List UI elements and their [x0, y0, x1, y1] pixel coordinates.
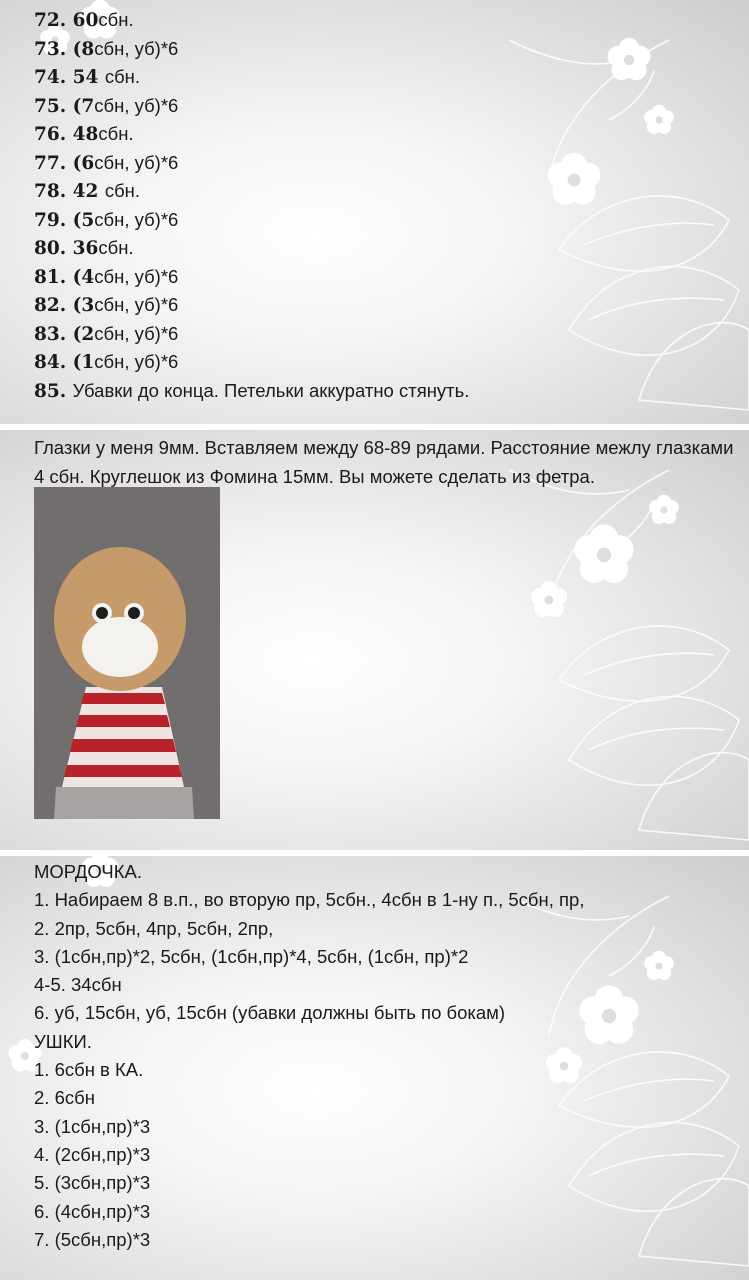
row-instruction: 7. (5сбн,пр)*3 — [34, 1228, 151, 1250]
row-instruction: МОРДОЧКА. — [34, 861, 143, 882]
pattern-row — [34, 1113, 584, 1141]
amigurumi-photo — [34, 487, 220, 819]
pattern-row — [34, 943, 584, 971]
pattern-row — [34, 63, 469, 92]
row-instruction: 3. (1сбн,пр)*2, 5сбн, (1сбн,пр)*4, 5сбн, (1сбн, пр)*2 — [34, 945, 469, 967]
row-instruction: Убавки до конца. Петельки аккуратно стянуть. — [72, 379, 470, 401]
floral-background-decoration — [489, 0, 749, 424]
pattern-row — [34, 120, 469, 149]
row-instruction: сбн, уб)*6 — [94, 151, 179, 173]
row-instruction: 4-5. 34сбн — [34, 974, 122, 996]
pattern-row — [34, 1056, 584, 1084]
pattern-rows-list — [34, 858, 584, 1254]
pattern-row — [34, 377, 469, 406]
pattern-row — [34, 177, 469, 206]
row-number: 75. (7 — [34, 95, 95, 117]
pattern-row — [34, 886, 584, 914]
pattern-row — [34, 858, 584, 886]
row-number: 83. (2 — [34, 323, 95, 345]
pattern-row — [34, 348, 469, 377]
pattern-row — [34, 1226, 584, 1254]
row-instruction: 2. 6сбн — [34, 1087, 95, 1109]
row-instruction: УШКИ. — [34, 1030, 92, 1052]
pattern-row — [34, 999, 584, 1027]
row-instruction: 6. (4сбн,пр)*3 — [34, 1200, 151, 1222]
pattern-row — [34, 1028, 584, 1056]
pattern-rows-list — [34, 6, 469, 405]
row-number: 78. 42 — [34, 181, 105, 202]
pattern-row — [34, 92, 469, 121]
pattern-row — [34, 1141, 584, 1169]
row-instruction: 6. уб, 15сбн, уб, 15сбн (убавки должны быть по бокам) — [34, 1002, 506, 1024]
pattern-row — [34, 263, 469, 292]
pattern-row — [34, 35, 469, 64]
row-number: 76. 48 — [34, 124, 99, 145]
row-instruction: сбн, уб)*6 — [94, 294, 179, 315]
pattern-panel-rows-72-85 — [0, 0, 749, 424]
row-instruction: 2. 2пр, 5сбн, 4пр, 5сбн, 2пр, — [34, 917, 274, 939]
pattern-row — [34, 1198, 584, 1226]
row-instruction: 5. (3сбн,пр)*3 — [34, 1172, 151, 1194]
pattern-panel-eyes — [0, 430, 749, 850]
row-instruction: сбн, уб)*6 — [94, 94, 179, 116]
row-number: 84. (1 — [34, 352, 95, 373]
row-instruction: сбн, уб)*6 — [94, 351, 179, 372]
pattern-row — [34, 6, 469, 35]
pattern-row — [34, 149, 469, 178]
row-instruction: сбн. — [98, 237, 134, 258]
floral-background-decoration — [489, 430, 749, 850]
row-instruction: сбн. — [98, 123, 134, 144]
row-number: 73. (8 — [34, 38, 95, 60]
pattern-panel-muzzle-ears — [0, 856, 749, 1280]
row-number: 72. 60 — [34, 10, 99, 31]
row-instruction: сбн. — [104, 66, 141, 87]
row-number: 85. — [34, 380, 73, 402]
eyes-instructions-paragraph: Глазки у меня 9мм. Вставляем между 68-89 рядами. Расстояние межлу глазками 4 сбн. Круглешок из Фомина 15мм. Вы можете сделать из фетра. — [34, 437, 734, 487]
row-instruction: 3. (1сбн,пр)*3 — [34, 1115, 151, 1137]
pattern-row — [34, 1169, 584, 1197]
row-number: 74. 54 — [34, 67, 105, 88]
row-number: 79. (5 — [34, 209, 95, 231]
row-instruction: 1. 6сбн в КА. — [34, 1059, 144, 1081]
pattern-row — [34, 971, 584, 999]
row-instruction: сбн, уб)*6 — [94, 265, 179, 287]
row-instruction: сбн, уб)*6 — [94, 208, 179, 230]
row-number: 82. (3 — [34, 295, 95, 316]
row-instruction: сбн. — [98, 9, 134, 30]
pattern-row — [34, 1084, 584, 1112]
pattern-row — [34, 320, 469, 349]
pattern-row — [34, 291, 469, 320]
pattern-row — [34, 234, 469, 263]
row-instruction: сбн, уб)*6 — [94, 37, 179, 59]
pattern-row — [34, 206, 469, 235]
row-instruction: 1. Набираем 8 в.п., во вторую пр, 5сбн., 4сбн в 1-ну п., 5сбн, пр, — [34, 889, 585, 911]
row-instruction: сбн, уб)*6 — [94, 322, 179, 344]
pattern-row — [34, 915, 584, 943]
row-number: 81. (4 — [34, 266, 95, 288]
row-instruction: сбн. — [104, 180, 141, 201]
row-instruction: 4. (2сбн,пр)*3 — [34, 1143, 151, 1165]
row-number: 80. 36 — [34, 238, 99, 259]
row-number: 77. (6 — [34, 152, 95, 174]
